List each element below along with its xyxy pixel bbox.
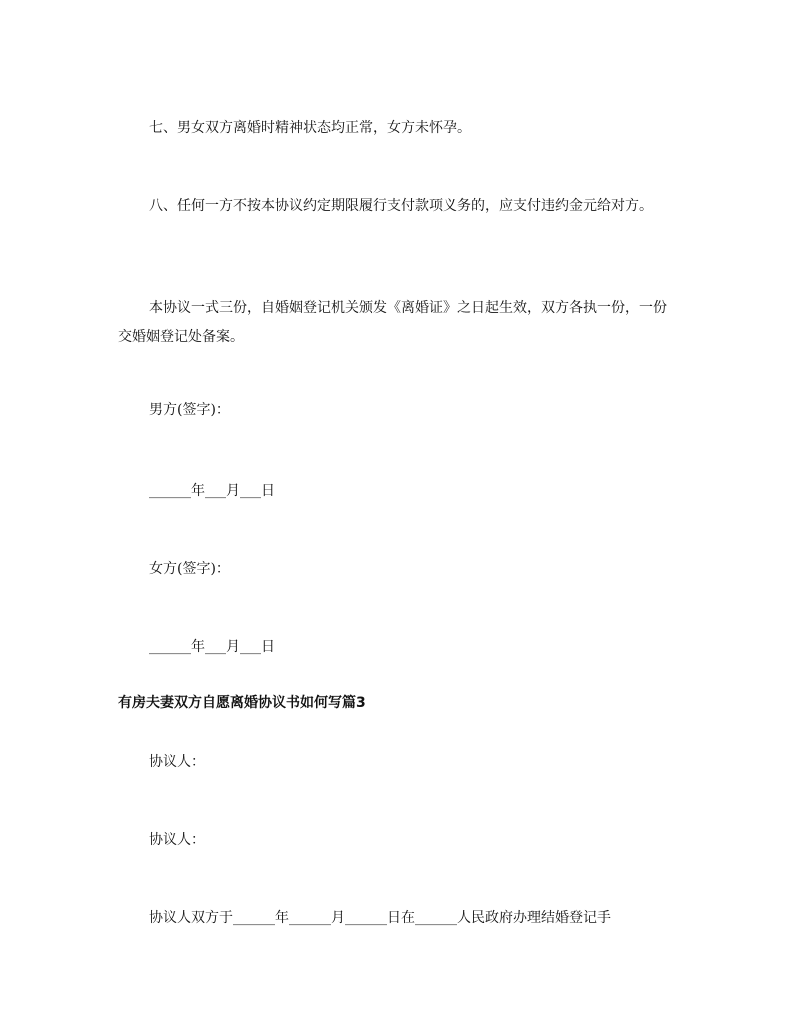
party-one-label: 协议人：: [149, 754, 205, 770]
section-heading: 有房夫妻双方自愿离婚协议书如何写篇3: [118, 695, 366, 711]
male-signature-label: 男方(签字)：: [149, 402, 230, 418]
clause-seven: 七、男女双方离婚时精神状态均正常，女方未怀孕。: [149, 120, 471, 136]
marriage-registration-clause: 协议人双方于______年______月______日在______人民政府办理结婚登记手: [149, 910, 611, 926]
female-signature-label: 女方(签字)：: [149, 561, 230, 577]
party-two-label: 协议人：: [149, 832, 205, 848]
clause-eight: 八、任何一方不按本协议约定期限履行支付款项义务的，应支付违约金元给对方。: [149, 198, 653, 214]
agreement-copies-clause: 本协议一式三份，自婚姻登记机关颁发《离婚证》之日起生效，双方各执一份，一份交婚姻登记处备案。: [118, 300, 667, 345]
female-signature-date: ______年___月___日: [149, 639, 275, 655]
male-signature-date: ______年___月___日: [149, 483, 275, 499]
